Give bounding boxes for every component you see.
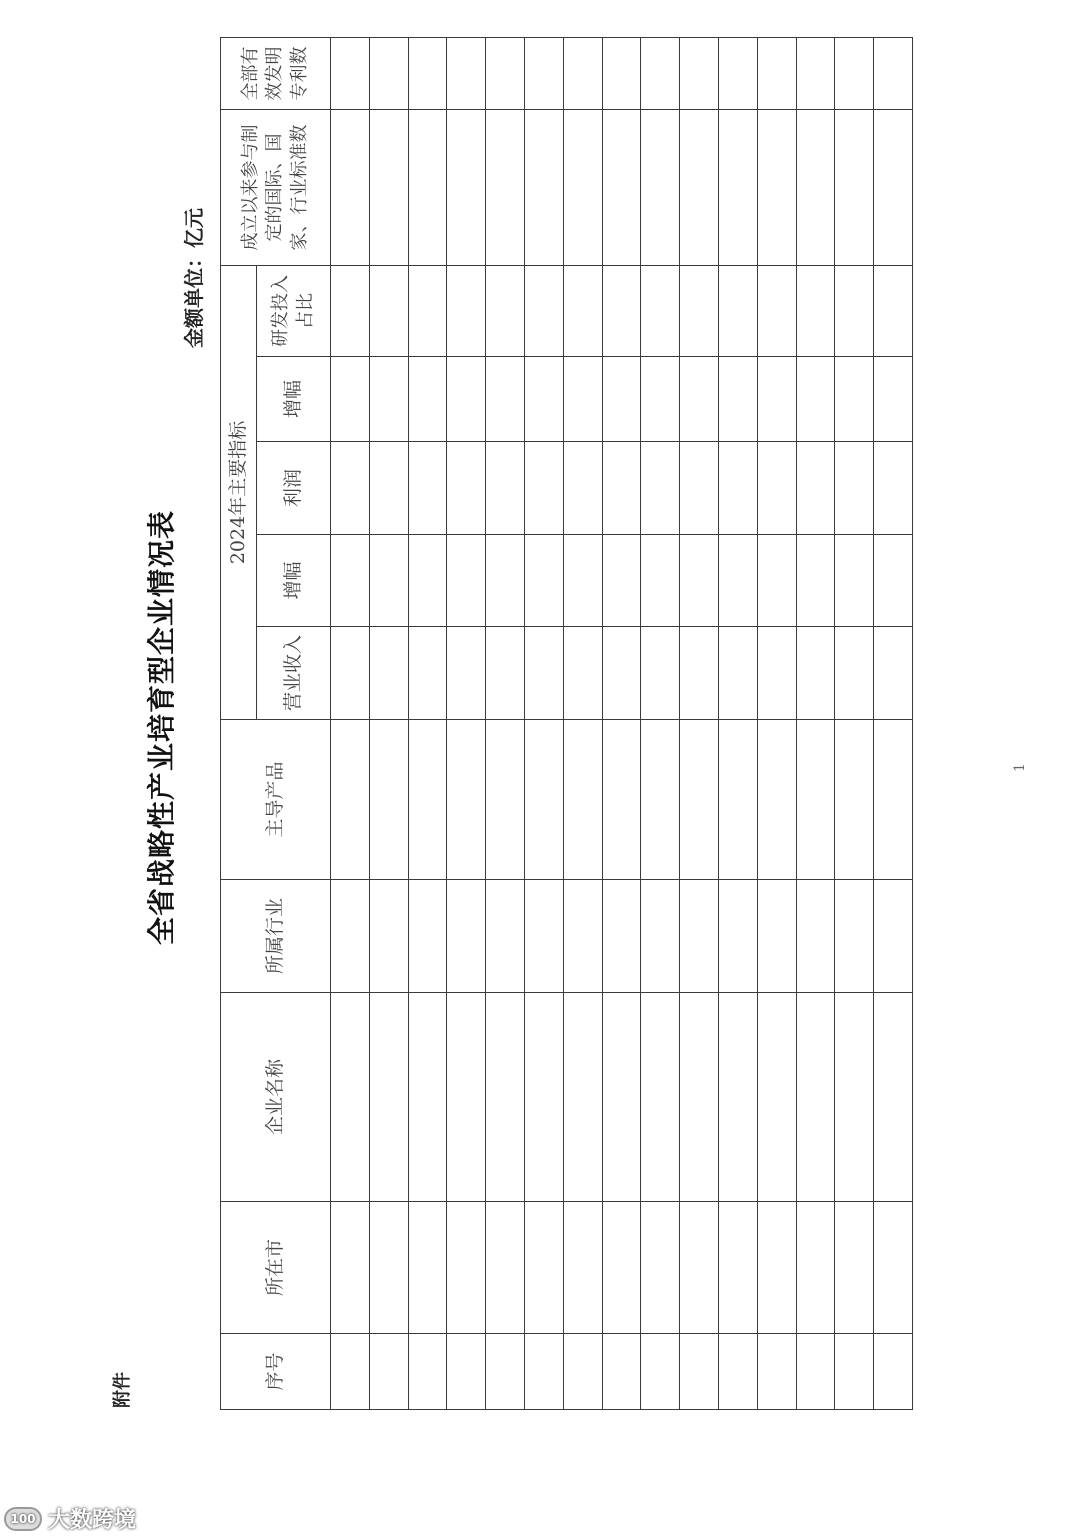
table-cell[interactable]	[447, 265, 486, 356]
table-cell[interactable]	[602, 109, 641, 265]
table-cell[interactable]	[331, 357, 370, 442]
table-cell[interactable]	[408, 993, 447, 1202]
table-cell[interactable]	[524, 627, 563, 720]
table-cell[interactable]	[524, 357, 563, 442]
table-cell[interactable]	[486, 109, 525, 265]
attachment-label: 附件	[112, 1372, 133, 1408]
table-cell[interactable]	[563, 880, 602, 993]
table-cell[interactable]	[563, 265, 602, 356]
table-cell[interactable]	[447, 442, 486, 535]
table-cell[interactable]	[486, 1334, 525, 1410]
table-cell[interactable]	[331, 993, 370, 1202]
header-industry: 所属行业	[221, 880, 331, 993]
table-cell[interactable]	[796, 880, 835, 993]
table-cell[interactable]	[718, 1334, 757, 1410]
table-cell[interactable]	[680, 357, 719, 442]
table-cell[interactable]	[757, 880, 796, 993]
table-cell[interactable]	[563, 442, 602, 535]
table-cell[interactable]	[408, 535, 447, 627]
table-cell[interactable]	[602, 535, 641, 627]
header-indicators-group: 2024年主要指标	[221, 265, 257, 719]
table-cell[interactable]	[369, 37, 408, 109]
table-row	[680, 37, 719, 1409]
table-cell[interactable]	[796, 627, 835, 720]
table-cell[interactable]	[602, 265, 641, 356]
enterprise-table	[220, 37, 913, 1410]
table-cell[interactable]	[369, 535, 408, 627]
table-cell[interactable]	[757, 37, 796, 109]
table-cell[interactable]	[331, 1202, 370, 1334]
table-cell[interactable]	[408, 442, 447, 535]
table-cell[interactable]	[486, 880, 525, 993]
table-cell[interactable]	[718, 442, 757, 535]
table-cell[interactable]	[369, 442, 408, 535]
table-cell[interactable]	[680, 720, 719, 880]
table-cell[interactable]	[369, 1202, 408, 1334]
table-cell[interactable]	[874, 442, 913, 535]
table-cell[interactable]	[447, 535, 486, 627]
header-city: 所在市	[221, 1202, 331, 1334]
table-cell[interactable]	[369, 109, 408, 265]
table-cell[interactable]	[874, 109, 913, 265]
table-cell[interactable]	[447, 1334, 486, 1410]
table-cell[interactable]	[447, 357, 486, 442]
table-cell[interactable]	[408, 720, 447, 880]
table-cell[interactable]	[486, 993, 525, 1202]
table-cell[interactable]	[874, 880, 913, 993]
table-cell[interactable]	[331, 37, 370, 109]
table-cell[interactable]	[524, 880, 563, 993]
table-cell[interactable]	[835, 993, 874, 1202]
table-cell[interactable]	[680, 1334, 719, 1410]
header-standards: 成立以来参与制定的国际、国家、行业标准数	[221, 109, 331, 265]
table-cell[interactable]	[641, 442, 680, 535]
table-cell[interactable]	[757, 357, 796, 442]
table-cell[interactable]	[408, 1334, 447, 1410]
table-cell[interactable]	[486, 357, 525, 442]
header-profit: 利润	[257, 442, 331, 535]
table-cell[interactable]	[331, 442, 370, 535]
table-cell[interactable]	[369, 880, 408, 993]
table-cell[interactable]	[835, 720, 874, 880]
header-main-product: 主导产品	[221, 720, 331, 880]
table-cell[interactable]	[331, 720, 370, 880]
table-cell[interactable]	[641, 880, 680, 993]
table-row	[331, 37, 370, 1409]
table-row	[602, 37, 641, 1409]
table-row	[718, 37, 757, 1409]
table-cell[interactable]	[718, 993, 757, 1202]
header-seq: 序号	[221, 1334, 331, 1410]
table-cell[interactable]	[757, 720, 796, 880]
table-cell[interactable]	[563, 720, 602, 880]
header-profit-growth: 增幅	[257, 357, 331, 442]
table-cell[interactable]	[524, 993, 563, 1202]
table-cell[interactable]	[602, 37, 641, 109]
table-cell[interactable]	[680, 880, 719, 993]
table-cell[interactable]	[369, 265, 408, 356]
table-cell[interactable]	[524, 1202, 563, 1334]
table-cell[interactable]	[718, 37, 757, 109]
table-cell[interactable]	[874, 357, 913, 442]
table-cell[interactable]	[486, 535, 525, 627]
table-title: 全省战略性产业培育型企业情况表	[145, 509, 178, 945]
table-cell[interactable]	[796, 1202, 835, 1334]
table-cell[interactable]	[874, 1334, 913, 1410]
table-row	[835, 37, 874, 1409]
table-cell[interactable]	[796, 109, 835, 265]
table-cell[interactable]	[718, 1202, 757, 1334]
table-cell[interactable]	[718, 720, 757, 880]
table-cell[interactable]	[524, 1334, 563, 1410]
table-cell[interactable]	[563, 357, 602, 442]
table-cell[interactable]	[602, 627, 641, 720]
table-cell[interactable]	[447, 720, 486, 880]
table-cell[interactable]	[874, 627, 913, 720]
table-cell[interactable]	[447, 993, 486, 1202]
table-row	[524, 37, 563, 1409]
table-cell[interactable]	[447, 1202, 486, 1334]
table-cell[interactable]	[757, 627, 796, 720]
header-company-name: 企业名称	[221, 993, 331, 1202]
table-cell[interactable]	[757, 109, 796, 265]
table-cell[interactable]	[835, 265, 874, 356]
table-cell[interactable]	[718, 265, 757, 356]
table-cell[interactable]	[718, 880, 757, 993]
table-cell[interactable]	[447, 109, 486, 265]
watermark-text: 大数跨境	[48, 1508, 137, 1533]
table-cell[interactable]	[331, 880, 370, 993]
table-cell[interactable]	[641, 37, 680, 109]
table-row	[757, 37, 796, 1409]
table-cell[interactable]	[369, 993, 408, 1202]
table-cell[interactable]	[486, 442, 525, 535]
table-cell[interactable]	[680, 265, 719, 356]
table-cell[interactable]	[680, 993, 719, 1202]
table-cell[interactable]	[641, 720, 680, 880]
table-cell[interactable]	[486, 1202, 525, 1334]
table-cell[interactable]	[641, 993, 680, 1202]
table-cell[interactable]	[680, 442, 719, 535]
table-cell[interactable]	[874, 37, 913, 109]
table-cell[interactable]	[757, 265, 796, 356]
table-cell[interactable]	[563, 37, 602, 109]
header-rd-ratio: 研发投入占比	[257, 265, 331, 356]
table-cell[interactable]	[835, 1202, 874, 1334]
table-cell[interactable]	[718, 357, 757, 442]
table-cell[interactable]	[602, 1202, 641, 1334]
table-cell[interactable]	[641, 627, 680, 720]
table-cell[interactable]	[563, 993, 602, 1202]
table-cell[interactable]	[874, 1202, 913, 1334]
table-cell[interactable]	[757, 993, 796, 1202]
table-cell[interactable]	[835, 109, 874, 265]
table-cell[interactable]	[524, 109, 563, 265]
header-revenue-growth: 增幅	[257, 535, 331, 627]
table-row	[563, 37, 602, 1409]
table-cell[interactable]	[874, 535, 913, 627]
table-row	[408, 37, 447, 1409]
table-cell[interactable]	[486, 265, 525, 356]
table-cell[interactable]	[331, 627, 370, 720]
table-cell[interactable]	[524, 535, 563, 627]
table-row	[447, 37, 486, 1409]
table-cell[interactable]	[369, 1334, 408, 1410]
table-cell[interactable]	[563, 627, 602, 720]
table-row	[874, 37, 913, 1409]
table-cell[interactable]	[486, 627, 525, 720]
table-cell[interactable]	[524, 720, 563, 880]
table-cell[interactable]	[447, 37, 486, 109]
table-cell[interactable]	[641, 1202, 680, 1334]
table-cell[interactable]	[563, 535, 602, 627]
table-cell[interactable]	[408, 109, 447, 265]
watermark-logo-icon: 100	[4, 1507, 42, 1531]
table-row	[796, 37, 835, 1409]
table-cell[interactable]	[680, 535, 719, 627]
unit-label: 金额单位：亿元	[182, 208, 206, 348]
table-cell[interactable]	[796, 265, 835, 356]
table-cell[interactable]	[796, 1334, 835, 1410]
table-cell[interactable]	[447, 880, 486, 993]
table-cell[interactable]	[641, 265, 680, 356]
table-cell[interactable]	[757, 442, 796, 535]
page-number: 1	[1012, 763, 1028, 772]
table-cell[interactable]	[641, 1334, 680, 1410]
table-cell[interactable]	[835, 442, 874, 535]
header-revenue: 营业收入	[257, 627, 331, 720]
table-cell[interactable]	[602, 357, 641, 442]
table-cell[interactable]	[641, 357, 680, 442]
table-cell[interactable]	[331, 109, 370, 265]
table-cell[interactable]	[796, 993, 835, 1202]
table-cell[interactable]	[563, 1334, 602, 1410]
table-cell[interactable]	[835, 37, 874, 109]
table-cell[interactable]	[796, 357, 835, 442]
table-cell[interactable]	[718, 535, 757, 627]
table-cell[interactable]	[680, 109, 719, 265]
table-cell[interactable]	[680, 1202, 719, 1334]
table-cell[interactable]	[757, 1202, 796, 1334]
table-cell[interactable]	[796, 442, 835, 535]
table-cell[interactable]	[796, 720, 835, 880]
table-cell[interactable]	[331, 535, 370, 627]
table-cell[interactable]	[602, 442, 641, 535]
table-cell[interactable]	[524, 265, 563, 356]
table-cell[interactable]	[796, 535, 835, 627]
table-cell[interactable]	[757, 1334, 796, 1410]
table-cell[interactable]	[408, 880, 447, 993]
table-cell[interactable]	[718, 627, 757, 720]
table-cell[interactable]	[331, 265, 370, 356]
table-cell[interactable]	[524, 442, 563, 535]
table-cell[interactable]	[602, 993, 641, 1202]
table-cell[interactable]	[680, 627, 719, 720]
table-cell[interactable]	[408, 37, 447, 109]
table-cell[interactable]	[602, 720, 641, 880]
table-row	[486, 37, 525, 1409]
table-cell[interactable]	[486, 720, 525, 880]
table-cell[interactable]	[408, 627, 447, 720]
table-cell[interactable]	[369, 720, 408, 880]
table-cell[interactable]	[757, 535, 796, 627]
table-cell[interactable]	[408, 357, 447, 442]
table-cell[interactable]	[874, 993, 913, 1202]
table-cell[interactable]	[408, 265, 447, 356]
table-cell[interactable]	[718, 109, 757, 265]
table-cell[interactable]	[447, 627, 486, 720]
table-cell[interactable]	[680, 37, 719, 109]
table-cell[interactable]	[486, 37, 525, 109]
table-cell[interactable]	[408, 1202, 447, 1334]
table-cell[interactable]	[602, 880, 641, 993]
table-cell[interactable]	[835, 1334, 874, 1410]
table-cell[interactable]	[563, 1202, 602, 1334]
table-body	[331, 37, 913, 1409]
table-row	[369, 37, 408, 1409]
table-cell[interactable]	[796, 37, 835, 109]
table-cell[interactable]	[835, 880, 874, 993]
table-cell[interactable]	[369, 357, 408, 442]
header-patents: 全部有效发明专利数	[221, 37, 331, 109]
table-cell[interactable]	[874, 720, 913, 880]
table-cell[interactable]	[835, 535, 874, 627]
watermark	[4, 1503, 136, 1534]
table-row	[641, 37, 680, 1409]
table-cell[interactable]	[641, 109, 680, 265]
table-cell[interactable]	[641, 535, 680, 627]
table-cell[interactable]	[602, 1334, 641, 1410]
table-cell[interactable]	[524, 37, 563, 109]
table-cell[interactable]	[835, 357, 874, 442]
table-cell[interactable]	[563, 109, 602, 265]
table-cell[interactable]	[369, 627, 408, 720]
table-cell[interactable]	[835, 627, 874, 720]
table-cell[interactable]	[331, 1334, 370, 1410]
table-cell[interactable]	[874, 265, 913, 356]
